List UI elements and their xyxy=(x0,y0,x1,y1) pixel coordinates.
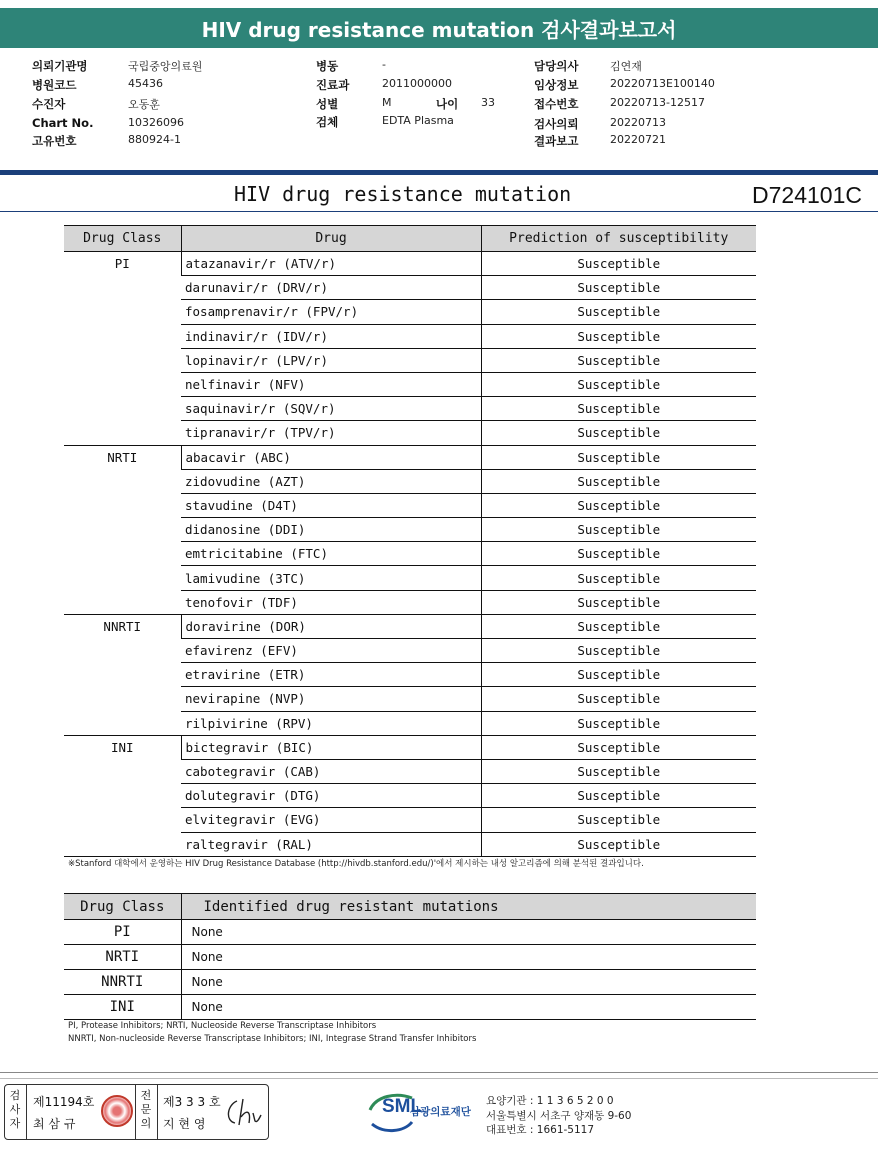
info-label: 의뢰기관명 xyxy=(32,59,88,73)
prediction-cell: Susceptible xyxy=(481,566,756,590)
prediction-cell: Susceptible xyxy=(481,518,756,542)
table-row xyxy=(64,920,756,945)
drug-name-cell: atazanavir/r (ATV/r) xyxy=(181,252,481,276)
org-line: 서울특별시 서초구 양재동 9-60 xyxy=(486,1109,632,1122)
drug-class-cell: NRTI xyxy=(64,445,181,614)
prediction-cell: Susceptible xyxy=(481,663,756,687)
info-value: 880924-1 xyxy=(128,133,181,146)
info-label: 병원코드 xyxy=(32,78,77,92)
table-row xyxy=(64,735,756,759)
drug-name-cell: cabotegravir (CAB) xyxy=(181,759,481,783)
susceptibility-body xyxy=(64,252,756,857)
patient-info xyxy=(0,56,878,152)
drug-name-cell: indinavir/r (IDV/r) xyxy=(181,324,481,348)
report-title: HIV drug resistance mutation xyxy=(234,182,572,206)
divider xyxy=(0,211,878,212)
info-label: 검사의뢰 xyxy=(534,117,579,131)
signature-box xyxy=(4,1084,269,1140)
info-value: EDTA Plasma xyxy=(382,114,454,127)
drug-class-cell: NRTI xyxy=(64,945,181,970)
drug-class-cell: PI xyxy=(64,252,181,446)
specialist-name: 지 현 영 xyxy=(163,1117,206,1131)
drug-name-cell: didanosine (DDI) xyxy=(181,518,481,542)
prediction-cell: Susceptible xyxy=(481,324,756,348)
table-row xyxy=(64,252,756,276)
drug-name-cell: zidovudine (AZT) xyxy=(181,469,481,493)
prediction-cell: Susceptible xyxy=(481,759,756,783)
table-row xyxy=(64,614,756,638)
table-header-row xyxy=(64,894,756,920)
drug-name-cell: lamivudine (3TC) xyxy=(181,566,481,590)
info-label: 검체 xyxy=(316,115,339,129)
info-label: 담당의사 xyxy=(534,59,579,73)
column-header: Drug xyxy=(181,226,481,252)
footnote-line: PI, Protease Inhibitors; NRTI, Nucleoside Reverse Transcriptase Inhibitors xyxy=(68,1021,377,1031)
drug-name-cell: tipranavir/r (TPV/r) xyxy=(181,421,481,445)
info-label: 나이 xyxy=(436,97,459,111)
info-value: 김연재 xyxy=(610,60,642,73)
info-value: - xyxy=(382,58,386,71)
info-value: 45436 xyxy=(128,77,163,90)
info-value: 10326096 xyxy=(128,116,184,129)
column-header: Identified drug resistant mutations xyxy=(181,894,756,920)
info-label: 진료과 xyxy=(316,78,350,92)
prediction-cell: Susceptible xyxy=(481,735,756,759)
prediction-cell: Susceptible xyxy=(481,711,756,735)
info-value: 2011000000 xyxy=(382,77,452,90)
column-header: Prediction of susceptibility xyxy=(481,226,756,252)
drug-name-cell: lopinavir/r (LPV/r) xyxy=(181,348,481,372)
drug-name-cell: fosamprenavir/r (FPV/r) xyxy=(181,300,481,324)
prediction-cell: Susceptible xyxy=(481,542,756,566)
org-line: 요양기관 : 1 1 3 6 5 2 0 0 xyxy=(486,1095,614,1107)
prediction-cell: Susceptible xyxy=(481,421,756,445)
specialist-license: 제3 3 3 호 xyxy=(163,1095,221,1109)
drug-class-cell: INI xyxy=(64,735,181,856)
separator xyxy=(157,1085,158,1139)
info-value: 오동훈 xyxy=(128,98,160,111)
prediction-cell: Susceptible xyxy=(481,832,756,856)
mutation-cell: None xyxy=(181,945,756,970)
prediction-cell: Susceptible xyxy=(481,469,756,493)
column-header: Drug Class xyxy=(64,894,181,920)
mutation-cell: None xyxy=(181,995,756,1020)
report-header-title: HIV drug resistance mutation 검사결과보고서 xyxy=(0,8,878,48)
seal-stamp-icon xyxy=(101,1095,133,1127)
info-label: 성별 xyxy=(316,97,339,111)
drug-name-cell: saquinavir/r (SQV/r) xyxy=(181,397,481,421)
signature-icon xyxy=(223,1095,263,1129)
logo-text: SML xyxy=(382,1096,423,1117)
drug-name-cell: dolutegravir (DTG) xyxy=(181,784,481,808)
prediction-cell: Susceptible xyxy=(481,372,756,396)
info-value: 국립중앙의료원 xyxy=(128,60,203,73)
org-line: 대표번호 : 1661-5117 xyxy=(486,1124,595,1136)
prediction-cell: Susceptible xyxy=(481,808,756,832)
table-header-row xyxy=(64,226,756,252)
info-label: 고유번호 xyxy=(32,134,77,148)
separator xyxy=(135,1085,136,1139)
drug-class-cell: NNRTI xyxy=(64,970,181,995)
prediction-cell: Susceptible xyxy=(481,445,756,469)
drug-name-cell: raltegravir (RAL) xyxy=(181,832,481,856)
examiner-license: 제11194호 xyxy=(33,1095,95,1109)
info-value: 20220713E100140 xyxy=(610,77,715,90)
drug-class-cell: PI xyxy=(64,920,181,945)
report-code: D724101C xyxy=(752,182,862,208)
table-row xyxy=(64,945,756,970)
drug-name-cell: elvitegravir (EVG) xyxy=(181,808,481,832)
prediction-cell: Susceptible xyxy=(481,276,756,300)
prediction-cell: Susceptible xyxy=(481,493,756,517)
column-header: Drug Class xyxy=(64,226,181,252)
drug-name-cell: bictegravir (BIC) xyxy=(181,735,481,759)
prediction-cell: Susceptible xyxy=(481,252,756,276)
report-subtitle xyxy=(0,180,878,210)
mutations-table xyxy=(64,893,756,1020)
info-value: 33 xyxy=(481,96,495,109)
info-label: 병동 xyxy=(316,59,339,73)
prediction-cell: Susceptible xyxy=(481,784,756,808)
drug-name-cell: rilpivirine (RPV) xyxy=(181,711,481,735)
examiner-label: 검사자 xyxy=(9,1089,21,1130)
prediction-cell: Susceptible xyxy=(481,348,756,372)
prediction-cell: Susceptible xyxy=(481,687,756,711)
table-row xyxy=(64,970,756,995)
examiner-name: 최 삼 규 xyxy=(33,1117,76,1131)
database-footnote: ※Stanford 대학에서 운영하는 HIV Drug Resistance Database (http://hivdb.stanford.edu/)'에서 제시하는 내성 알고리즘에 의해 분석된 결과입니다. xyxy=(68,859,644,869)
prediction-cell: Susceptible xyxy=(481,614,756,638)
drug-name-cell: nelfinavir (NFV) xyxy=(181,372,481,396)
info-label: Chart No. xyxy=(32,116,94,130)
specialist-label: 전문의 xyxy=(140,1089,152,1130)
drug-name-cell: etravirine (ETR) xyxy=(181,663,481,687)
organization-info xyxy=(486,1094,631,1138)
separator xyxy=(26,1085,27,1139)
abbreviation-footnote xyxy=(68,1020,768,1046)
drug-class-cell: NNRTI xyxy=(64,614,181,735)
drug-name-cell: darunavir/r (DRV/r) xyxy=(181,276,481,300)
divider xyxy=(0,170,878,175)
info-label: 수진자 xyxy=(32,97,66,111)
prediction-cell: Susceptible xyxy=(481,639,756,663)
info-label: 결과보고 xyxy=(534,134,579,148)
drug-name-cell: emtricitabine (FTC) xyxy=(181,542,481,566)
drug-name-cell: doravirine (DOR) xyxy=(181,614,481,638)
prediction-cell: Susceptible xyxy=(481,590,756,614)
drug-name-cell: efavirenz (EFV) xyxy=(181,639,481,663)
footnote-line: NNRTI, Non-nucleoside Reverse Transcriptase Inhibitors; INI, Integrase Strand Transfer Inhibitors xyxy=(68,1034,477,1044)
table-row xyxy=(64,995,756,1020)
drug-name-cell: abacavir (ABC) xyxy=(181,445,481,469)
prediction-cell: Susceptible xyxy=(481,300,756,324)
drug-name-cell: stavudine (D4T) xyxy=(181,493,481,517)
divider xyxy=(0,1072,878,1073)
info-value: 20220721 xyxy=(610,133,666,146)
prediction-cell: Susceptible xyxy=(481,397,756,421)
info-value: M xyxy=(382,96,392,109)
info-value: 20220713 xyxy=(610,116,666,129)
drug-name-cell: tenofovir (TDF) xyxy=(181,590,481,614)
mutation-cell: None xyxy=(181,920,756,945)
info-label: 임상정보 xyxy=(534,78,579,92)
drug-class-cell: INI xyxy=(64,995,181,1020)
susceptibility-table xyxy=(64,225,756,857)
info-value: 20220713-12517 xyxy=(610,96,705,109)
logo-korean: 삼광의료재단 xyxy=(410,1106,471,1118)
divider xyxy=(0,1078,878,1079)
mutation-cell: None xyxy=(181,970,756,995)
info-label: 접수번호 xyxy=(534,97,579,111)
drug-name-cell: nevirapine (NVP) xyxy=(181,687,481,711)
table-row xyxy=(64,445,756,469)
